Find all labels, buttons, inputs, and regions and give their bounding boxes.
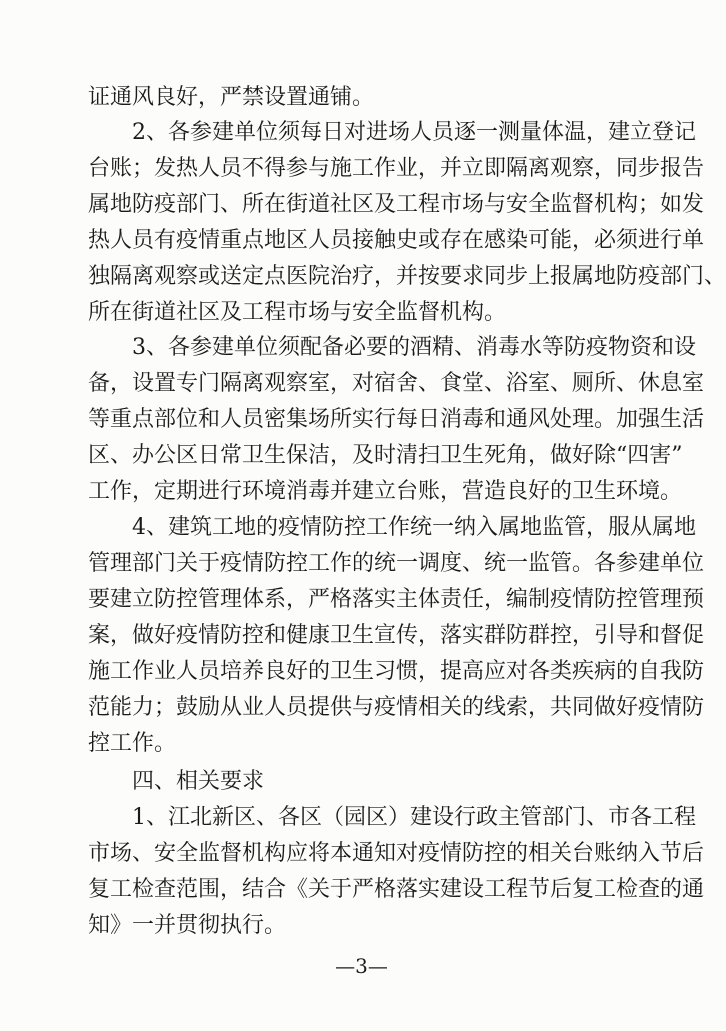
paragraph-line: 市场、安全监督机构应将本通知对疫情防控的相关台账纳入节后 (88, 841, 705, 866)
paragraph-line: 证通风良好，严禁设置通铺。 (88, 85, 375, 110)
paragraph-line: 管理部门关于疫情防控工作的统一调度、统一监管。各参建单位 (88, 551, 705, 576)
paragraph-line: 工作，定期进行环境消毒并建立台账，营造良好的卫生环境。 (88, 479, 683, 504)
paragraph-line: 台账；发热人员不得参与施工作业，并立即隔离观察，同步报告 (88, 156, 705, 181)
paragraph-line: 范能力；鼓励从业人员提供与疫情相关的线索，共同做好疫情防 (88, 695, 705, 720)
paragraph-line: 区、办公区日常卫生保洁，及时清扫卫生死角，做好除“四害” (88, 443, 683, 468)
paragraph-line: 热人员有疫情重点地区人员接触史或存在感染可能，必须进行单 (88, 228, 705, 253)
paragraph-line: 案，做好疫情防控和健康卫生宣传，落实群防群控，引导和督促 (88, 623, 705, 648)
paragraph-line: 复工检查范围，结合《关于严格落实建设工程节后复工检查的通 (88, 877, 705, 902)
paragraph-line: 2、各参建单位须每日对进场人员逐一测量体温，建立登记 (132, 120, 696, 145)
section-heading: 四、相关要求 (132, 769, 265, 794)
paragraph-line: 属地防疫部门、所在街道社区及工程市场与安全监督机构；如发 (88, 192, 705, 217)
paragraph-line: 4、建筑工地的疫情防控工作统一纳入属地监管，服从属地 (132, 515, 696, 540)
paragraph-line: 所在街道社区及工程市场与安全监督机构。 (88, 300, 507, 325)
paragraph-line: 等重点部位和人员密集场所实行每日消毒和通风处理。加强生活 (88, 407, 705, 432)
paragraph-line: 知》一并贯彻执行。 (88, 913, 287, 938)
paragraph-line: 1、江北新区、各区（园区）建设行政主管部门、市各工程 (132, 805, 696, 830)
paragraph-line: 3、各参建单位须配备必要的酒精、消毒水等防疫物资和设 (132, 335, 696, 360)
paragraph-line: 控工作。 (88, 731, 177, 756)
paragraph-line: 备，设置专门隔离观察室，对宿舍、食堂、浴室、厕所、休息室 (88, 371, 705, 396)
paragraph-line: 施工作业人员培养良好的卫生习惯，提高应对各类疾病的自我防 (88, 659, 705, 684)
paragraph-line: 独隔离观察或送定点医院治疗，并按要求同步上报属地防疫部门、 (88, 264, 726, 289)
paragraph-line: 要建立防控管理体系，严格落实主体责任，编制疫情防控管理预 (88, 587, 705, 612)
page-number: —3— (335, 954, 388, 978)
